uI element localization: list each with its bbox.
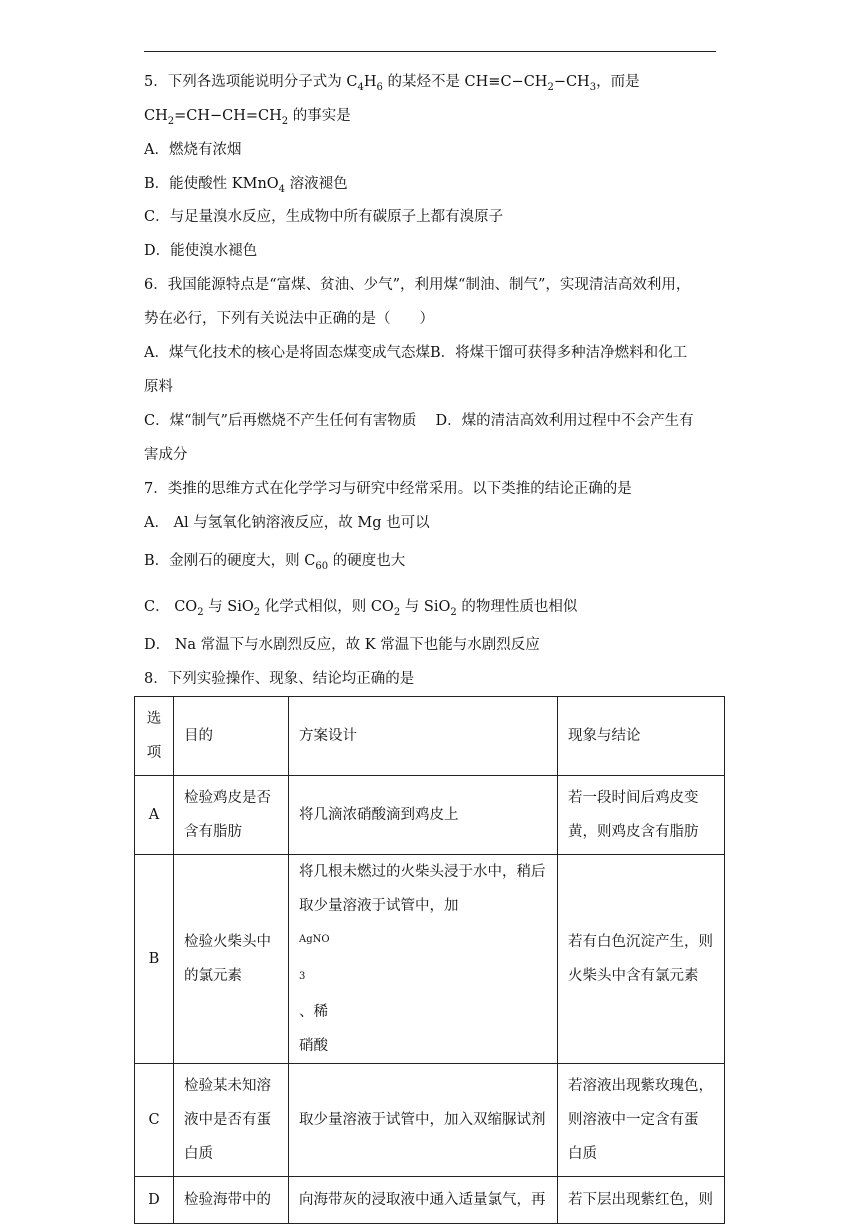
row-purpose: 检验某未知溶 液中是否有蛋 白质 <box>174 1063 289 1176</box>
q6-options-cd: C．煤“制气”后再燃烧不产生任何有害物质 D．煤的清洁高效利用过程中不会产生有 <box>144 413 694 429</box>
row-design: 取少量溶液于试管中，加入双缩脲试剂 <box>289 1063 558 1176</box>
table-row <box>135 776 725 855</box>
row-purpose: 检验鸡皮是否 含有脂肪 <box>174 776 289 855</box>
row-purpose: 检验火柴头中 的氯元素 <box>174 855 289 1064</box>
header-design: 方案设计 <box>289 697 558 776</box>
q8-table <box>134 696 725 1224</box>
header-rule <box>144 51 716 52</box>
q6-options-cd-cont: 害成分 <box>144 447 188 463</box>
q6-options-ab: A．煤气化技术的核心是将固态煤变成气态煤B．将煤干馏可获得多种洁净燃料和化工 <box>144 345 688 361</box>
table-row <box>135 1063 725 1176</box>
q7-option-b: B．金刚石的硬度大，则 $C_{60}$ 的硬度也大 <box>144 553 406 572</box>
q5-option-c: C．与足量溴水反应，生成物中所有碳原子上都有溴原子 <box>144 209 504 225</box>
table-header-row <box>135 697 725 776</box>
row-option: C <box>135 1063 174 1176</box>
q7-stem: 7．类推的思维方式在化学学习与研究中经常采用。以下类推的结论正确的是 <box>144 481 632 497</box>
q7-option-d: D． Na 常温下与水剧烈反应，故 K 常温下也能与水剧烈反应 <box>144 637 540 653</box>
q5-option-b: B．能使酸性 KMnO$_4$ 溶液褪色 <box>144 176 348 195</box>
row-design: 将几滴浓硝酸滴到鸡皮上 <box>289 776 558 855</box>
row-result: 若有白色沉淀产生，则 火柴头中含有氯元素 <box>558 855 725 1064</box>
header-option: 选 项 <box>135 697 174 776</box>
q5-stem-line2: $CH_2=CH-CH=CH_2$ 的事实是 <box>144 108 351 127</box>
row-purpose: 检验海带中的 <box>174 1176 289 1223</box>
row-option: D <box>135 1176 174 1223</box>
table-row <box>135 855 725 1064</box>
row-result: 若一段时间后鸡皮变 黄，则鸡皮含有脂肪 <box>558 776 725 855</box>
q6-options-ab-cont: 原料 <box>144 379 173 395</box>
row-design: 向海带灰的浸取液中通入适量氯气，再 <box>289 1176 558 1223</box>
row-option: B <box>135 855 174 1064</box>
q5-stem-line1: 5．下列各选项能说明分子式为 $C_4H_6$ 的某烃不是 $CH\equiv C-CH_2-CH_3$，而是 <box>144 74 640 93</box>
header-result: 现象与结论 <box>558 697 725 776</box>
q6-stem-line2: 势在必行，下列有关说法中正确的是（ ） <box>144 311 434 327</box>
q8-stem: 8．下列实验操作、现象、结论均正确的是 <box>144 671 415 687</box>
table-row <box>135 1176 725 1223</box>
q5-option-d: D．能使溴水褪色 <box>144 243 258 259</box>
q7-option-a: A． Al 与氢氧化钠溶液反应，故 Mg 也可以 <box>144 515 430 531</box>
row-option: A <box>135 776 174 855</box>
row-result: 若下层出现紫红色，则 <box>558 1176 725 1223</box>
q6-stem-line1: 6．我国能源特点是“富煤、贫油、少气”，利用煤“制油、制气”，实现清洁高效利用， <box>144 277 691 293</box>
q5-option-a: A．燃烧有浓烟 <box>144 142 242 158</box>
q7-option-c: C． $CO_2$ 与 SiO$_2$ 化学式相似，则 $CO_2$ 与 SiO$_2$ 的物理性质也相似 <box>144 599 578 618</box>
row-result: 若溶液出现紫玫瑰色， 则溶液中一定含有蛋 白质 <box>558 1063 725 1176</box>
header-purpose: 目的 <box>174 697 289 776</box>
row-design: 将几根未燃过的火柴头浸于水中，稍后 取少量溶液于试管中，加 $^{AgNO _3}$ 、稀 硝酸 <box>289 855 558 1064</box>
